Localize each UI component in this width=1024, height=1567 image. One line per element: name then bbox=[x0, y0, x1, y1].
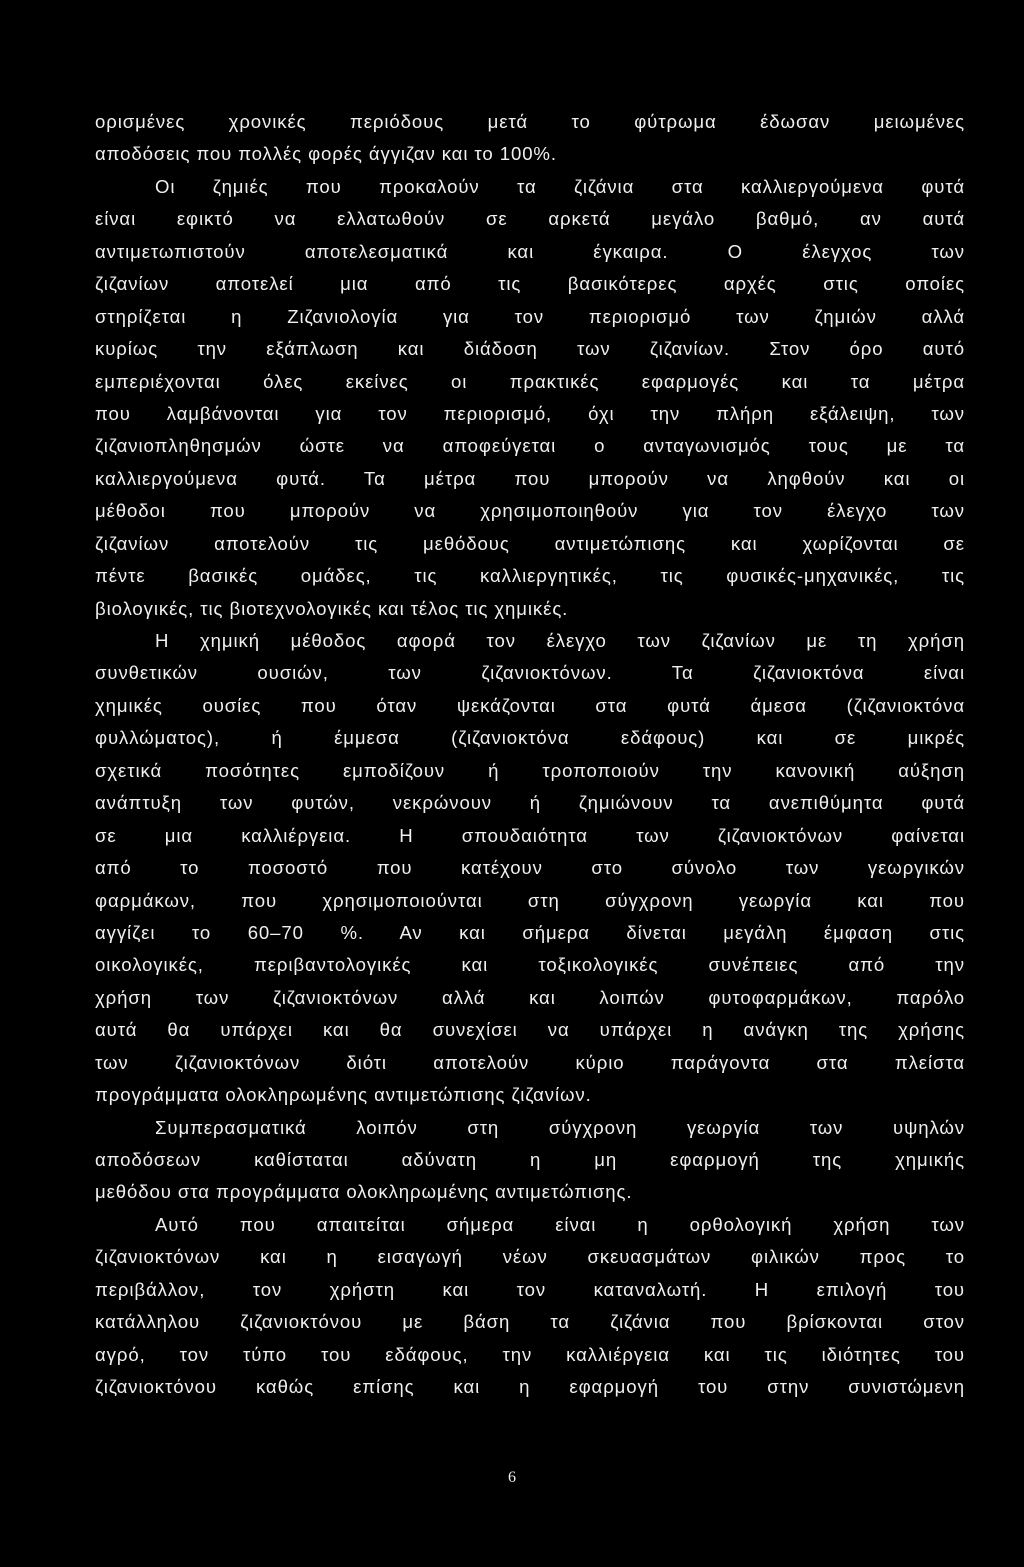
page-number: 6 bbox=[508, 1469, 516, 1486]
text-line: χημικές ουσίες που όταν ψεκάζονται στα φυτά άμεσα (ζιζανιοκτόνα bbox=[95, 694, 965, 716]
text-line: ζιζανίων αποτελεί μια από τις βασικότερες αρχές στις οποίες bbox=[95, 273, 965, 295]
text-line: βιολογικές, τις βιοτεχνολογικές και τέλος τις χημικές. bbox=[95, 597, 569, 619]
text-line: Αυτό που απαιτείται σήμερα είναι η ορθολογική χρήση των bbox=[155, 1213, 965, 1235]
text-line: καλλιεργούμενα φυτά. Τα μέτρα που μπορούν να ληφθούν και οι bbox=[95, 467, 965, 489]
text-line: αποδόσεις που πολλές φορές άγγιζαν και το 100%. bbox=[95, 143, 557, 165]
text-line: περιβάλλον, τον χρήστη και τον καταναλωτή. Η επιλογή του bbox=[95, 1278, 965, 1300]
text-line: αποδόσεων καθίσταται αδύνατη η μη εφαρμογή της χημικής bbox=[95, 1149, 965, 1170]
text-line: ζιζανίων αποτελούν τις μεθόδους αντιμετώπισης και χωρίζονται σε bbox=[95, 532, 965, 554]
text-line: που λαμβάνονται για τον περιορισμό, όχι την πλήρη εξάλειψη, των bbox=[95, 402, 965, 424]
body-text bbox=[95, 106, 965, 1404]
text-line: φυλλώματος), ή έμμεσα (ζιζανιοκτόνα εδάφους) και σε μικρές bbox=[95, 727, 965, 749]
text-line: ορισμένες χρονικές περιόδους μετά το φύτρωμα έδωσαν μειωμένες bbox=[95, 111, 965, 132]
text-line: ζιζανιοκτόνων και η εισαγωγή νέων σκευασμάτων φιλικών προς το bbox=[95, 1246, 965, 1268]
text-line: πέντε βασικές ομάδες, τις καλλιεργητικές, τις φυσικές-μηχανικές, τις bbox=[95, 565, 965, 587]
text-line: σε μια καλλιέργεια. Η σπουδαιότητα των ζιζανιοκτόνων φαίνεται bbox=[95, 824, 965, 846]
text-line: Οι ζημιές που προκαλούν τα ζιζάνια στα καλλιεργούμενα φυτά bbox=[155, 175, 965, 197]
text-line: φαρμάκων, που χρησιμοποιούνται στη σύγχρονη γεωργία και που bbox=[95, 889, 965, 911]
text-line: αυτά θα υπάρχει και θα συνεχίσει να υπάρχει η ανάγκη της χρήσης bbox=[95, 1019, 965, 1041]
text-line: μέθοδοι που μπορούν να χρησιμοποιηθούν για τον έλεγχο των bbox=[95, 500, 965, 522]
text-line: είναι εφικτό να ελλατωθούν σε αρκετά μεγάλο βαθμό, αν αυτά bbox=[95, 208, 965, 230]
text-line: Η χημική μέθοδος αφορά τον έλεγχο των ζιζανίων με τη χρήση bbox=[155, 630, 965, 651]
text-line: σχετικά ποσότητες εμποδίζουν ή τροποποιούν την κανονική αύξηση bbox=[95, 759, 965, 781]
text-line: στηρίζεται η Ζιζανιολογία για τον περιορισμό των ζημιών αλλά bbox=[95, 305, 965, 327]
text-line: αγγίζει το 60–70 %. Αν και σήμερα δίνεται μεγάλη έμφαση στις bbox=[95, 921, 965, 943]
text-line: αντιμετωπιστούν αποτελεσματικά και έγκαιρα. Ο έλεγχος των bbox=[95, 240, 965, 262]
text-line: ζιζανιοπληθησμών ώστε να αποφεύγεται ο ανταγωνισμός τους με τα bbox=[95, 435, 965, 457]
text-line: των ζιζανιοκτόνων διότι αποτελούν κύριο παράγοντα στα πλείστα bbox=[95, 1051, 965, 1073]
text-line: κυρίως την εξάπλωση και διάδοση των ζιζανίων. Στον όρο αυτό bbox=[95, 338, 965, 360]
text-line: οικολογικές, περιβαντολογικές και τοξικολογικές συνέπειες από την bbox=[95, 954, 965, 976]
text-line: Συμπερασματικά λοιπόν στη σύγχρονη γεωργία των υψηλών bbox=[155, 1116, 965, 1138]
text-line: εμπεριέχονται όλες εκείνες οι πρακτικές εφαρμογές και τα μέτρα bbox=[95, 370, 965, 392]
text-line: προγράμματα ολοκληρωμένης αντιμετώπισης ζιζανίων. bbox=[95, 1084, 592, 1106]
text-line: κατάλληλου ζιζανιοκτόνου με βάση τα ζιζάνια που βρίσκονται στον bbox=[95, 1311, 965, 1333]
text-line: ανάπτυξη των φυτών, νεκρώνουν ή ζημιώνουν τα ανεπιθύμητα φυτά bbox=[95, 792, 965, 814]
text-line: από το ποσοστό που κατέχουν στο σύνολο των γεωργικών bbox=[95, 857, 965, 879]
text-line: συνθετικών ουσιών, των ζιζανιοκτόνων. Τα ζιζανιοκτόνα είναι bbox=[95, 662, 965, 684]
text-line: μεθόδου στα προγράμματα ολοκληρωμένης αντιμετώπισης. bbox=[95, 1181, 633, 1203]
text-line: χρήση των ζιζανιοκτόνων αλλά και λοιπών φυτοφαρμάκων, παρόλο bbox=[95, 986, 965, 1008]
text-line: αγρό, τον τύπο του εδάφους, την καλλιέργεια και τις ιδιότητες του bbox=[95, 1343, 965, 1365]
text-line: ζιζανιοκτόνου καθώς επίσης και η εφαρμογή του στην συνιστώμενη bbox=[95, 1376, 965, 1398]
